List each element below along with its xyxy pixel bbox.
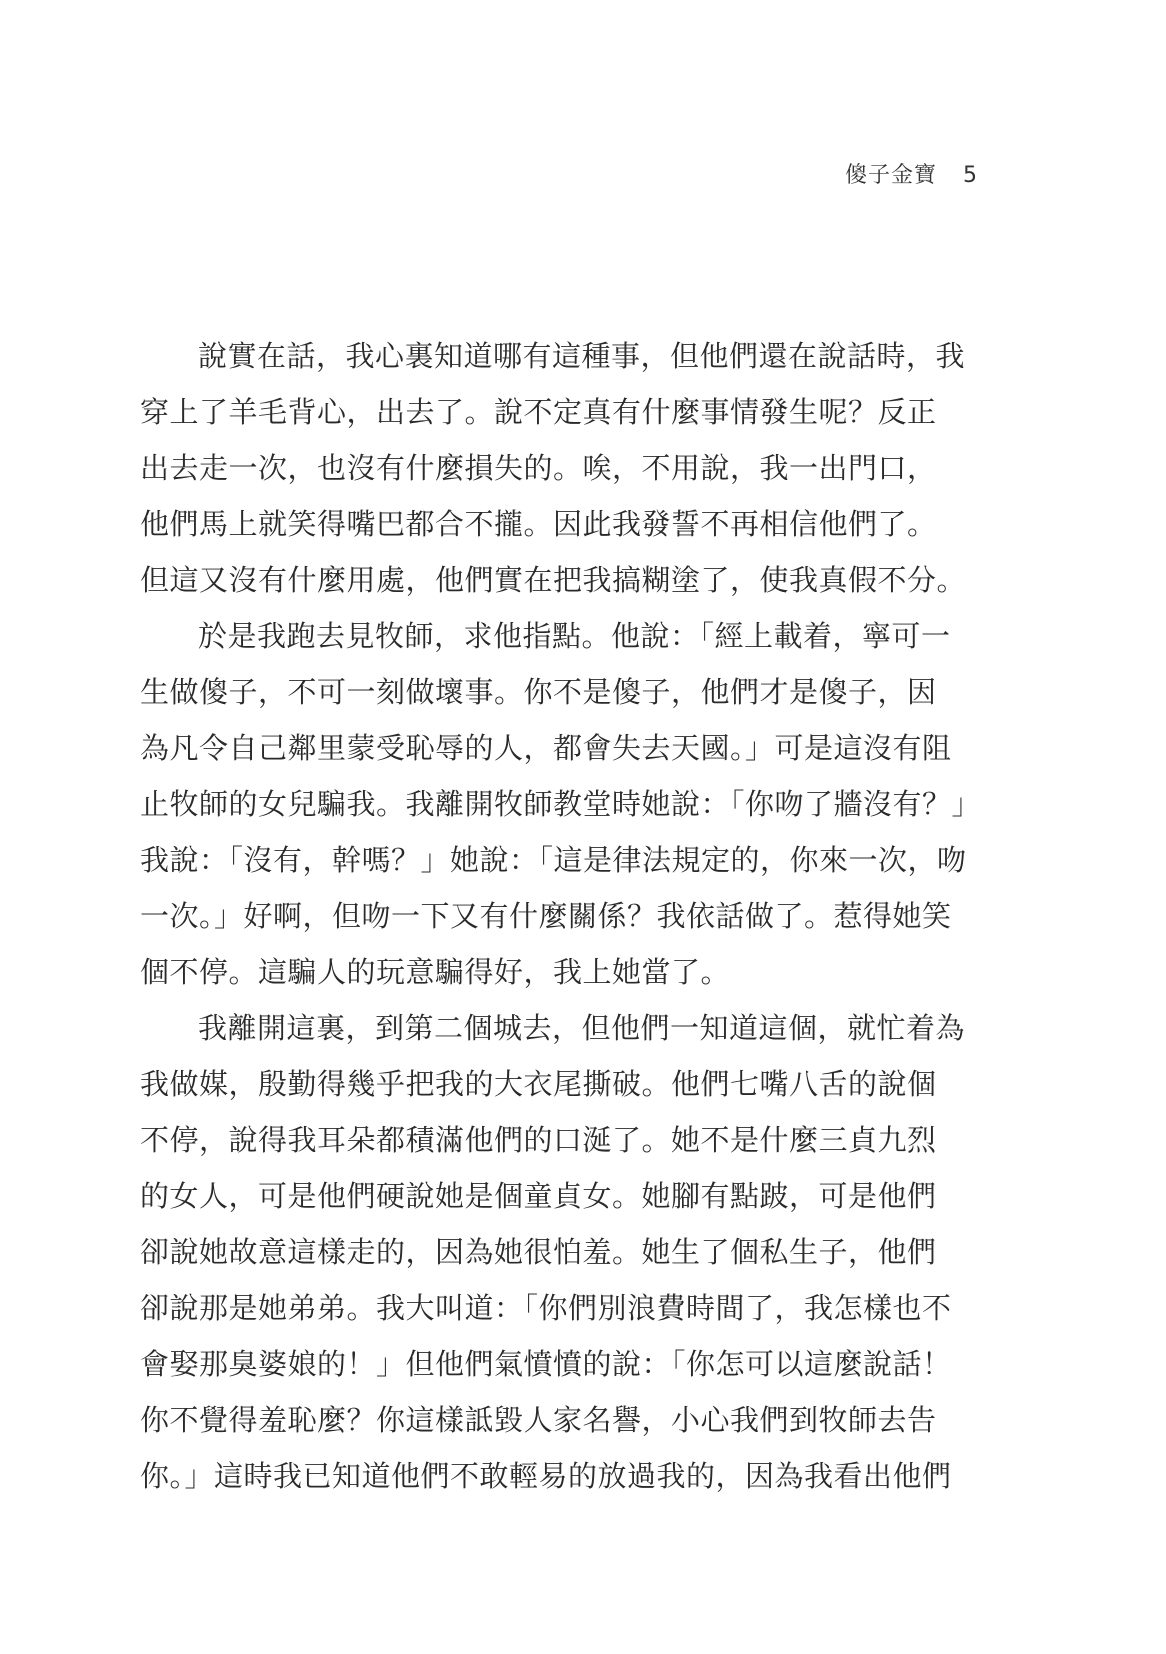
text-line: 我離開這裏，到第二個城去，但他們一知道這個，就忙着為 xyxy=(198,1011,966,1045)
text-line: 為凡令自己鄰里蒙受恥辱的人，都會失去天國。」可是這沒有阻 xyxy=(140,731,952,765)
text-line: 我說：「沒有，幹嗎？」她說：「這是律法規定的，你來一次，吻 xyxy=(140,843,967,877)
text-line: 不停，說得我耳朵都積滿他們的口涎了。她不是什麼三貞九烈 xyxy=(140,1123,937,1157)
text-line: 一次。」好啊，但吻一下又有什麼關係？我依話做了。惹得她笑 xyxy=(140,899,952,933)
text-line: 他們馬上就笑得嘴巴都合不攏。因此我發誓不再相信他們了。 xyxy=(140,507,937,541)
text-line: 我做媒，殷勤得幾乎把我的大衣尾撕破。他們七嘴八舌的說個 xyxy=(140,1067,937,1101)
text-line: 於是我跑去見牧師，求他指點。他說：「經上載着，寧可一 xyxy=(198,619,951,653)
paragraph-1 xyxy=(140,328,1000,608)
text-line: 生做傻子，不可一刻做壞事。你不是傻子，他們才是傻子，因 xyxy=(140,675,937,709)
book-title: 傻子金寶 xyxy=(844,163,937,188)
text-line: 止牧師的女兒騙我。我離開牧師教堂時她說：「你吻了牆沒有？」 xyxy=(140,787,982,821)
text-line: 你。」這時我已知道他們不敢輕易的放過我的，因為我看出他們 xyxy=(140,1459,952,1493)
paragraph-3 xyxy=(140,1000,1000,1504)
text-line: 個不停。這騙人的玩意騙得好，我上她當了。 xyxy=(140,955,731,989)
text-line: 你不覺得羞恥麼？你這樣詆毀人家名譽，小心我們到牧師去告 xyxy=(140,1403,937,1437)
body-text xyxy=(140,328,1000,1504)
page-number: 5 xyxy=(963,163,978,188)
text-line: 說實在話，我心裏知道哪有這種事，但他們還在說話時，我 xyxy=(198,339,966,373)
text-line: 卻說那是她弟弟。我大叫道：「你們別浪費時間了，我怎樣也不 xyxy=(140,1291,952,1325)
text-line: 但這又沒有什麼用處，他們實在把我搞糊塗了，使我真假不分。 xyxy=(140,563,967,597)
text-line: 穿上了羊毛背心，出去了。說不定真有什麼事情發生呢？反正 xyxy=(140,395,937,429)
text-line: 卻說她故意這樣走的，因為她很怕羞。她生了個私生子，他們 xyxy=(140,1235,937,1269)
running-header xyxy=(845,158,978,189)
text-line: 會娶那臭婆娘的！」但他們氣憤憤的說：「你怎可以這麼說話！ xyxy=(140,1347,952,1381)
text-line: 的女人，可是他們硬說她是個童貞女。她腳有點跛，可是他們 xyxy=(140,1179,937,1213)
paragraph-2 xyxy=(140,608,1000,1000)
text-line: 出去走一次，也沒有什麼損失的。唉，不用說，我一出門口， xyxy=(140,451,937,485)
